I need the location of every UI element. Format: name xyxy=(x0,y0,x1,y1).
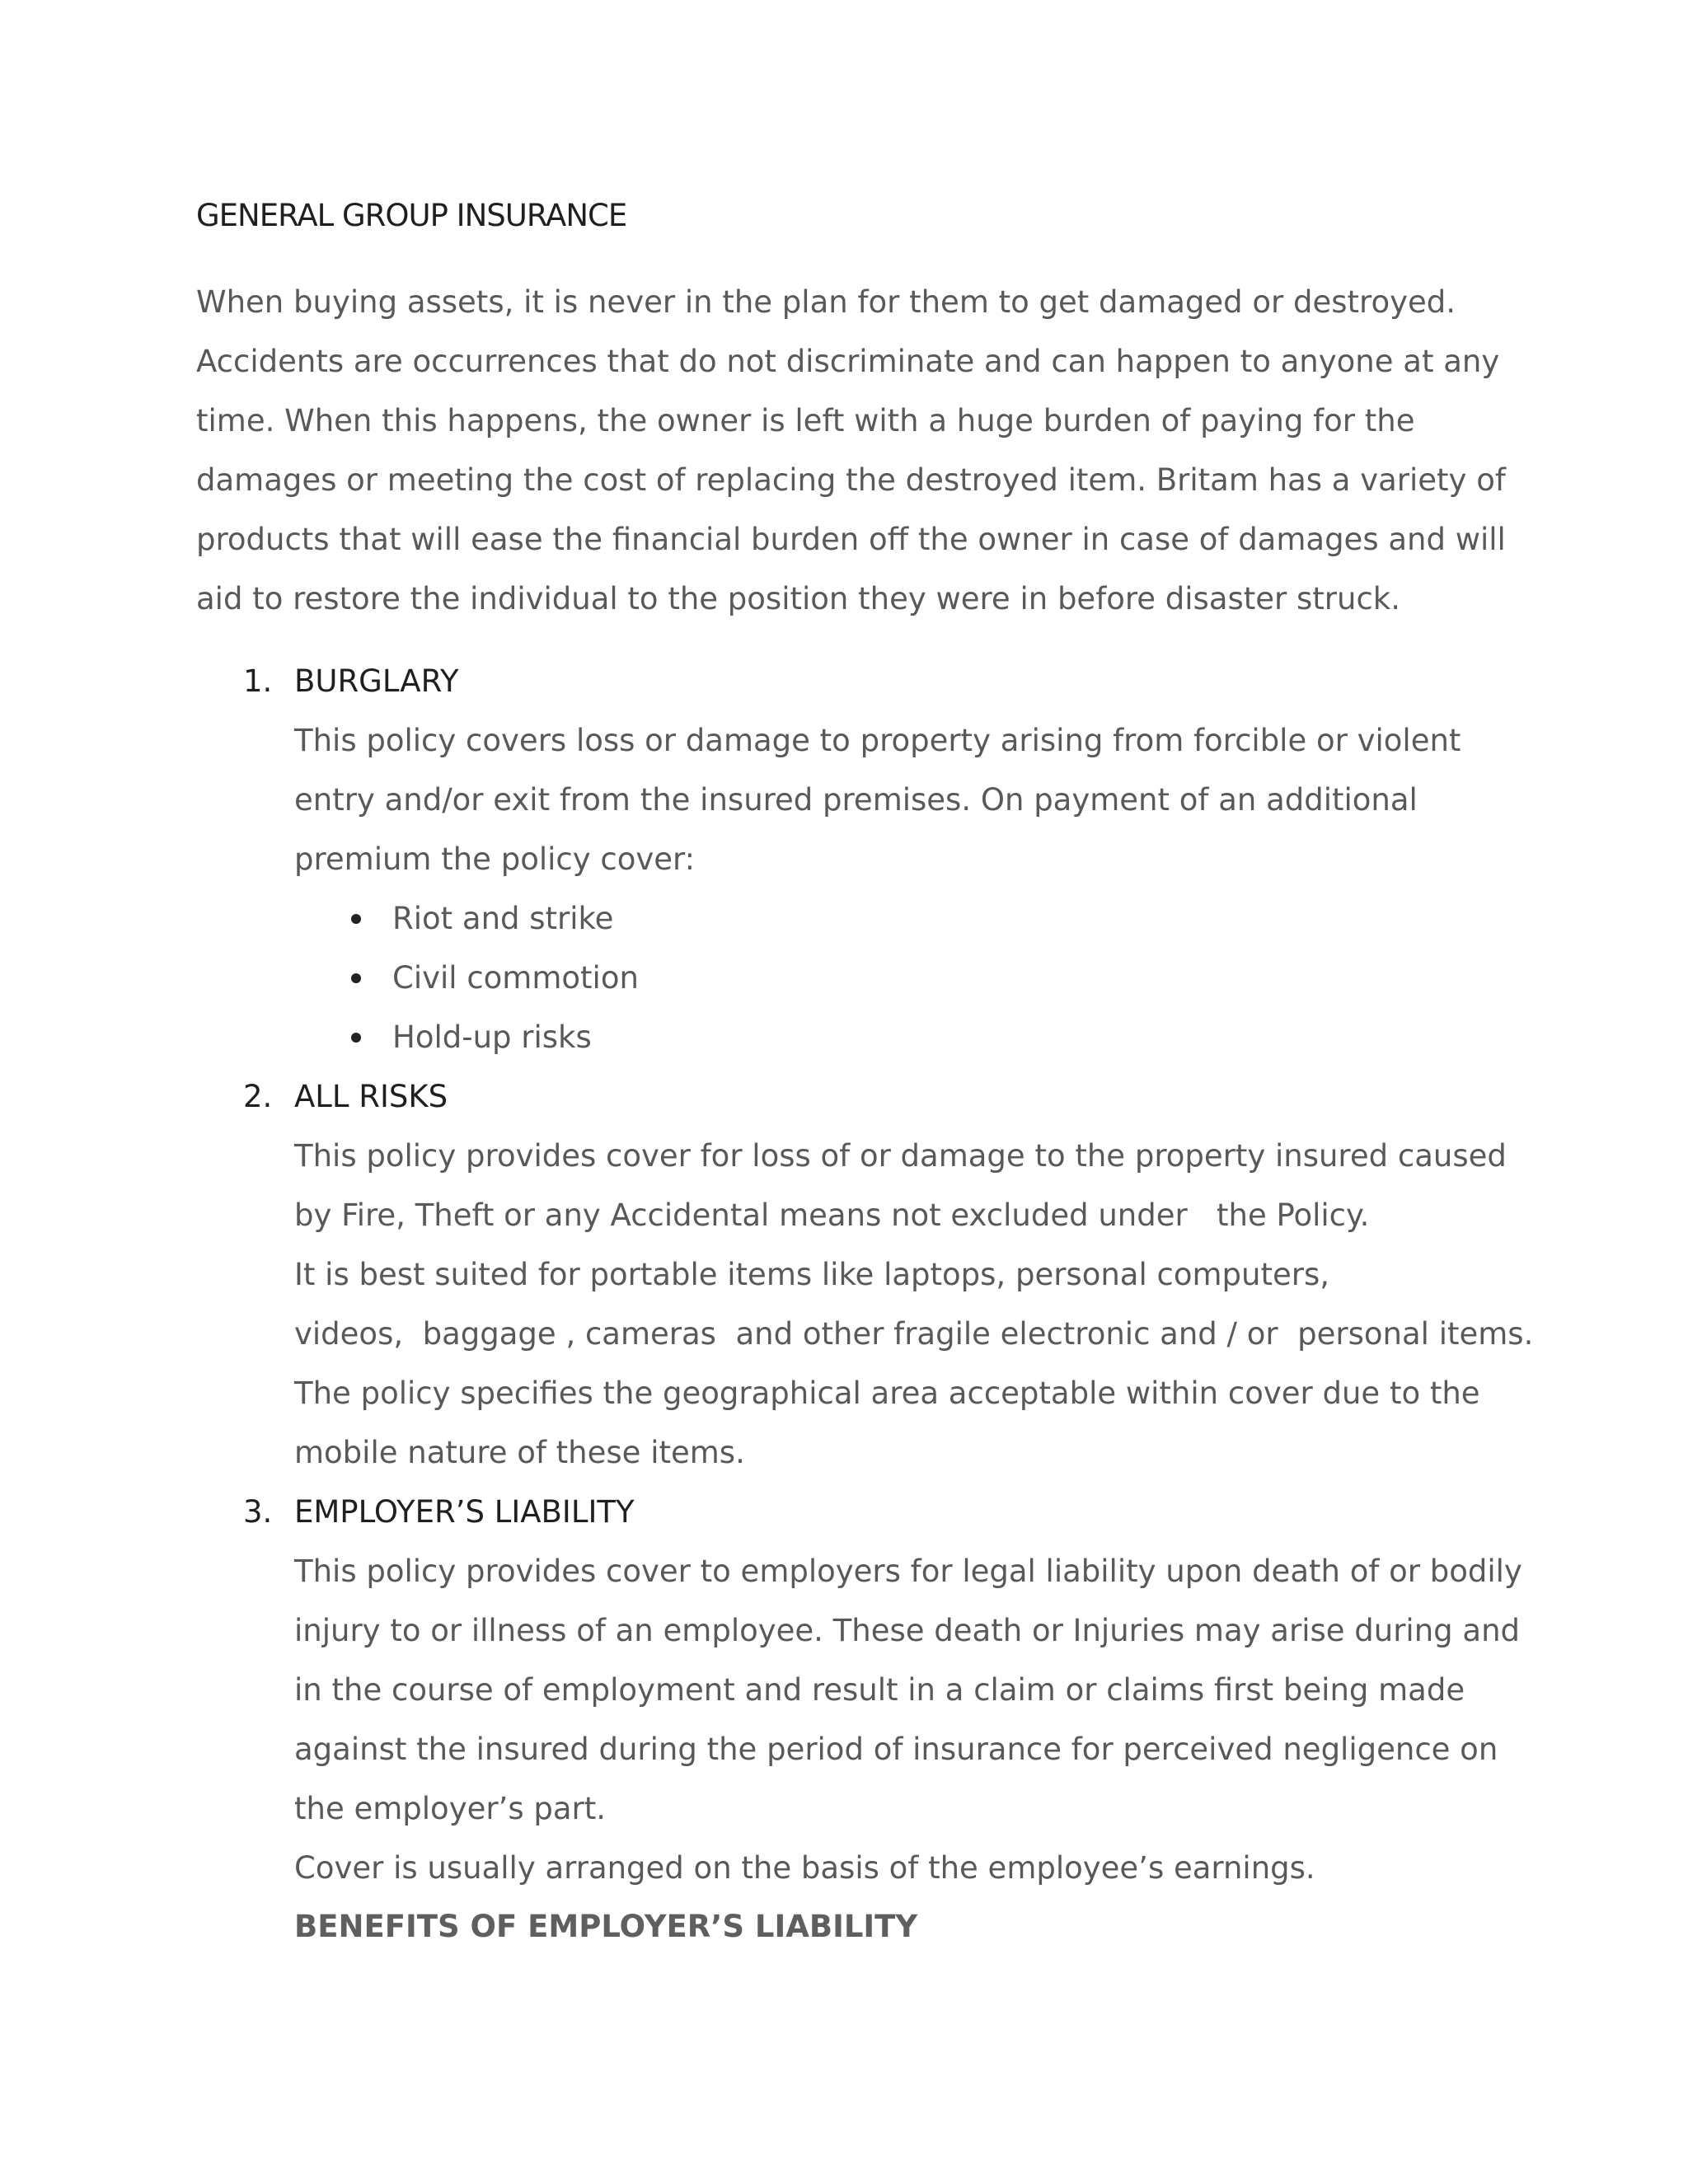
section-title: ALL RISKS xyxy=(294,1079,448,1114)
section-line: This policy covers loss or damage to property arising from forcible or violent xyxy=(294,723,1461,758)
bullet-text: Civil commotion xyxy=(392,960,639,996)
section-number: 1. xyxy=(243,663,273,699)
intro-line: products that will ease the financial burden off the owner in case of damages and will xyxy=(196,522,1506,557)
intro-line: aid to restore the individual to the position they were in before disaster struck. xyxy=(196,581,1400,616)
section-line: It is best suited for portable items like laptops, personal computers, xyxy=(294,1257,1329,1292)
section-body xyxy=(294,1127,1534,1483)
section-line: This policy provides cover for loss of or damage to the property insured caused xyxy=(294,1138,1507,1174)
section-line: by Fire, Theft or any Accidental means not excluded under the Policy. xyxy=(294,1197,1370,1233)
bullet-text: Riot and strike xyxy=(392,901,614,936)
section-line: premium the policy cover: xyxy=(294,841,696,877)
section-line: The policy specifies the geographical area acceptable within cover due to the xyxy=(294,1376,1480,1411)
section-title: BURGLARY xyxy=(294,663,459,699)
section-line: videos, baggage , cameras and other fragile electronic and / or personal items. xyxy=(294,1316,1534,1352)
section-number: 3. xyxy=(243,1494,273,1530)
section-line: against the insured during the period of insurance for perceived negligence on xyxy=(294,1732,1498,1767)
section-line: mobile nature of these items. xyxy=(294,1435,745,1470)
section-body xyxy=(294,711,1531,889)
bullet-text: Hold-up risks xyxy=(392,1019,592,1055)
intro-line: time. When this happens, the owner is left with a huge burden of paying for the xyxy=(196,403,1415,438)
section-line: Cover is usually arranged on the basis of the employee’s earnings. xyxy=(294,1850,1315,1886)
section-body xyxy=(294,1542,1531,1898)
intro-line: Accidents are occurrences that do not discriminate and can happen to anyone at any xyxy=(196,344,1500,379)
document-title: GENERAL GROUP INSURANCE xyxy=(196,198,627,233)
section-number: 2. xyxy=(243,1079,273,1114)
section-line: injury to or illness of an employee. These death or Injuries may arise during and xyxy=(294,1613,1521,1648)
bullet-item xyxy=(0,949,1688,1008)
benefits-heading: BENEFITS OF EMPLOYER’S LIABILITY xyxy=(294,1909,918,1944)
bullet-item xyxy=(0,1008,1688,1067)
intro-line: When buying assets, it is never in the plan for them to get damaged or destroyed. xyxy=(196,284,1456,320)
bullet-icon xyxy=(351,914,361,924)
section-line: in the course of employment and result in a claim or claims first being made xyxy=(294,1672,1465,1708)
intro-paragraph xyxy=(196,273,1506,629)
section-line: the employer’s part. xyxy=(294,1791,607,1826)
bullet-icon xyxy=(351,973,361,983)
section-line: entry and/or exit from the insured premises. On payment of an additional xyxy=(294,782,1418,818)
bullet-item xyxy=(0,889,1688,949)
intro-line: damages or meeting the cost of replacing the destroyed item. Britam has a variety of xyxy=(196,462,1506,498)
bullet-icon xyxy=(351,1033,361,1043)
section-title: EMPLOYER’S LIABILITY xyxy=(294,1494,635,1530)
section-line: This policy provides cover to employers for legal liability upon death of or bodily xyxy=(294,1554,1522,1589)
